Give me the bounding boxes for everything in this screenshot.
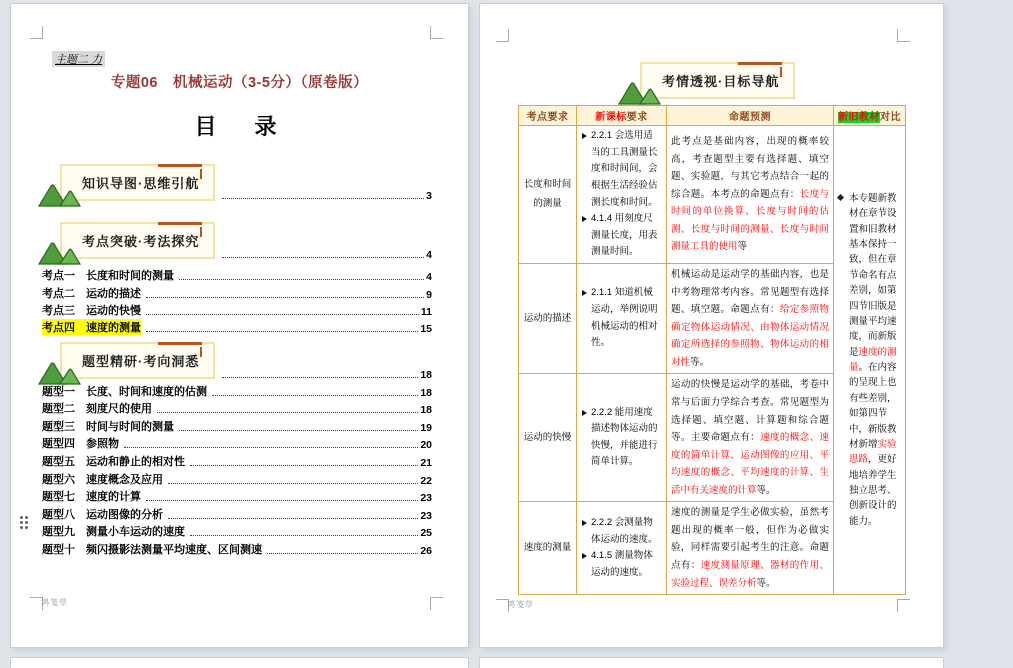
mountains-icon [36, 239, 82, 266]
standard-text: 2.2.2 能用速度描述物体运动的快慢，并能进行简单计算。 [591, 406, 658, 468]
text-segment: 。在内容的呈现上也有些差别，如第四节中，新版教材新增 [849, 362, 897, 450]
standards-cell [577, 126, 667, 264]
dotted-leader [168, 483, 418, 484]
crop-mark [30, 26, 43, 39]
topic-cell: 运动的描述 [519, 264, 577, 374]
standard-text: 2.1.1 知道机械运动，举例说明机械运动的相对性。 [591, 287, 658, 349]
crop-mark [430, 26, 443, 39]
comparison-text [849, 191, 901, 529]
toc-entry-label: 考点二 运动的描述 [42, 287, 141, 300]
standard-item [581, 548, 662, 581]
toc-entry-label: 考点四 速度的测量 [42, 319, 141, 335]
dotted-leader [222, 257, 424, 258]
toc-entry-tixing-7[interactable] [42, 487, 432, 505]
arrow-bullet-icon [582, 553, 587, 559]
toc-entry-label: 题型九 测量小车运动的速度 [42, 526, 185, 539]
standards-cell [577, 264, 667, 374]
dotted-leader [157, 412, 418, 413]
toc-heading: 目 录 [194, 114, 285, 139]
text-segment: 机械运动是运动学的基础内容，也是中考物理常考内容。常见题型有选择题、填空题。命题点有： [671, 269, 829, 316]
text-segment: 速度测量原理、器材的作用、实验过程、误差分析 [671, 560, 829, 589]
toc-entry-section-2[interactable] [217, 248, 432, 261]
dotted-leader [179, 279, 424, 280]
toc-page-number: 18 [420, 386, 432, 399]
next-page-stub [480, 658, 943, 668]
text-segment: 此考点是基础内容，出现的概率较高，考查题型主要有选择题、填空题、实验题，与其它考点结合一起的综合题。本考点的命题点有： [671, 136, 829, 200]
toc-entry-kaodian-1[interactable] [42, 266, 432, 283]
toc-entry-section-1[interactable] [217, 189, 432, 202]
toc-entry-label: 题型五 运动和静止的相对性 [42, 455, 185, 468]
badge-accent [738, 62, 782, 65]
toc-page-number: 3 [426, 190, 432, 202]
toc-entry-tixing-4[interactable] [42, 434, 432, 452]
standard-text: 2.2.2 会测量物体运动的速度。 [591, 516, 658, 545]
toc-entry-tixing-8[interactable] [42, 504, 432, 522]
badge-accent [158, 342, 202, 345]
exam-analysis-table [518, 105, 906, 595]
section-badge-kaoqing [640, 62, 795, 99]
table-header-cell [519, 106, 577, 126]
table-header-cell [834, 106, 906, 126]
text-segment: 新旧教材 [838, 112, 880, 123]
margin-note: 主题二 力 [52, 51, 105, 67]
toc-page-number: 9 [426, 288, 432, 301]
standard-item [581, 128, 662, 211]
dotted-leader [222, 377, 418, 378]
topic-cell: 速度的测量 [519, 502, 577, 595]
dotted-leader [222, 198, 424, 199]
text-segment: 运动的快慢是运动学的基础，考卷中常与后面力学综合考查。常见题型为选择题、填空题、计算题和综合题等。主要命题点有： [671, 379, 829, 444]
badge-accent [200, 169, 202, 179]
dotted-leader [124, 447, 418, 448]
text-segment: 给定参照物确定物体运动情况、由物体运动情况确定所选择的参照物、物体运动的相对性 [671, 304, 829, 368]
toc-page-number: 18 [420, 369, 432, 381]
crop-mark [430, 597, 443, 610]
toc-page-number: 23 [420, 492, 432, 505]
badge-accent [158, 164, 202, 167]
toc-list-kaodian [42, 266, 432, 335]
dotted-leader [146, 331, 418, 332]
crop-mark [897, 599, 910, 612]
badge-accent [780, 67, 782, 77]
topic-cell: 运动的快慢 [519, 374, 577, 502]
page-footer: 鸿笺草 [507, 600, 534, 609]
toc-page-number: 22 [420, 474, 432, 487]
toc-entry-kaodian-4[interactable] [42, 318, 432, 335]
toc-page-number: 18 [420, 404, 432, 417]
next-page-stub [11, 658, 468, 668]
text-segment: 本专题新教材在章节设置和旧教材基本保持一致，但在章节命名有点差别，如第四节旧版是测量平均速度，而新版是 [849, 192, 897, 358]
toc-entry-label: 题型十 频闪摄影法测量平均速度、区间测速 [42, 543, 262, 556]
toc-entry-section-3[interactable] [217, 368, 432, 381]
toc-page-number: 26 [420, 544, 432, 557]
prediction-cell [667, 502, 834, 595]
text-segment: 速度的测量 [849, 346, 897, 374]
text-segment: 等。 [756, 577, 776, 589]
standard-item [581, 515, 662, 548]
badge-accent [200, 227, 202, 237]
toc-entry-tixing-1[interactable] [42, 381, 432, 399]
text-segment: 要求 [626, 112, 648, 123]
standard-text: 2.2.1 会选用适当的工具测量长度和时间间，会根据生活经验估测长度和时间。 [591, 130, 658, 208]
prediction-cell [667, 126, 834, 264]
standard-item [581, 211, 662, 261]
diamond-bullet-icon [837, 194, 844, 201]
toc-entry-label: 题型三 时间与时间的测量 [42, 420, 174, 433]
dotted-leader [146, 314, 419, 315]
page-1 [11, 4, 468, 647]
toc-page-number: 20 [420, 439, 432, 452]
badge-label: 考点突破·考法探究 [82, 234, 200, 249]
toc-entry-label: 题型七 速度的计算 [42, 491, 141, 504]
toc-entry-label: 题型六 速度概念及应用 [42, 473, 163, 486]
toc-entry-label: 考点一 长度和时间的测量 [42, 270, 174, 283]
toc-list-tixing [42, 381, 432, 557]
toc-entry-tixing-10[interactable] [42, 539, 432, 557]
standard-text: 4.1.4 用刻度尺测量长度，用表测量时间。 [591, 213, 658, 258]
dotted-leader [212, 395, 418, 396]
toc-entry-kaodian-2[interactable] [42, 283, 432, 300]
dotted-leader [179, 430, 418, 431]
standards-cell [577, 502, 667, 595]
table-header-cell [667, 106, 834, 126]
standard-item [581, 285, 662, 352]
dotted-leader [190, 535, 418, 536]
section-badge-kaodian [60, 222, 215, 259]
text-segment: ，更好地培养学生独立思考、创新设计的能力。 [849, 454, 897, 527]
badge-label: 知识导图·思维引航 [82, 176, 200, 191]
text-segment: 速度的概念、速度的简单计算、运动图像的应用、平均速度的概念、平均速度的计算、生活中有关速度的计算 [671, 432, 829, 496]
text-segment: 命题预测 [729, 112, 771, 123]
section-badge-tixing [60, 342, 215, 379]
toc-entry-label: 题型四 参照物 [42, 438, 119, 451]
text-segment: 考点要求 [526, 112, 569, 123]
arrow-bullet-icon [582, 520, 587, 526]
mountains-icon [36, 181, 82, 208]
doc-title: 专题06 机械运动（3-5分）（原卷版） [110, 75, 369, 91]
toc-entry-kaodian-3[interactable] [42, 301, 432, 318]
text-segment: 对比 [880, 112, 901, 123]
toc-entry-label: 题型八 运动图像的分析 [42, 508, 163, 521]
comparison-cell [834, 126, 906, 595]
standards-cell [577, 374, 667, 502]
text-segment: 速度的测量是学生必做实验，虽然考题出现的概率一般，但作为必做实验，同样需要引起考生的注意。命题点有： [671, 507, 829, 571]
dotted-leader [267, 553, 418, 554]
prediction-cell [667, 374, 834, 502]
dotted-leader [146, 500, 418, 501]
standard-item [581, 405, 662, 472]
arrow-bullet-icon [582, 216, 587, 222]
arrow-bullet-icon [582, 290, 587, 296]
toc-entry-tixing-2[interactable] [42, 399, 432, 417]
table-row [519, 126, 906, 264]
arrow-bullet-icon [582, 410, 587, 416]
badge-accent [158, 222, 202, 225]
text-segment: 长度与时间的单位换算、长度与时间的估测、长度与时间的测量、长度与时间测量工具的使用 [671, 188, 829, 253]
dotted-leader [168, 518, 418, 519]
page-2 [480, 4, 943, 647]
text-segment: 新课标 [595, 112, 627, 123]
badge-label: 考情透视·目标导航 [662, 74, 780, 89]
toc-entry-label: 题型二 刻度尺的使用 [42, 403, 152, 416]
toc-page-number: 23 [420, 509, 432, 522]
mountains-icon [616, 79, 662, 106]
topic-cell: 长度和时间的测量 [519, 126, 577, 264]
toc-entry-label: 题型一 长度、时间和速度的估测 [42, 385, 207, 398]
toc-page-number: 11 [420, 305, 432, 318]
page-footer: 鸿笺草 [41, 598, 68, 607]
badge-label: 题型精研·考向洞悉 [82, 354, 200, 369]
toc-entry-tixing-3[interactable] [42, 416, 432, 434]
prediction-cell [667, 264, 834, 374]
toc-entry-tixing-9[interactable] [42, 522, 432, 540]
toc-page-number: 25 [420, 527, 432, 540]
arrow-bullet-icon [582, 133, 587, 139]
text-segment: 等 [737, 241, 748, 253]
text-segment: 等。 [756, 484, 776, 496]
standard-text: 4.1.5 测量物体运动的速度。 [591, 550, 653, 578]
toc-page-number: 21 [420, 456, 432, 469]
section-badge-knowledge-map [60, 164, 215, 201]
toc-page-number: 15 [420, 323, 432, 336]
dotted-leader [146, 297, 424, 298]
toc-entry-tixing-6[interactable] [42, 469, 432, 487]
crop-mark [496, 29, 509, 42]
crop-mark [897, 29, 910, 42]
toc-page-number: 19 [420, 421, 432, 434]
comparison-content [838, 191, 901, 529]
toc-page-number: 4 [426, 271, 432, 284]
text-segment: 实验思路 [849, 438, 897, 466]
text-segment: 等。 [690, 356, 710, 368]
toc-page-number: 4 [426, 249, 432, 261]
toc-entry-label: 考点三 运动的快慢 [42, 304, 141, 317]
table-header-row [519, 106, 906, 126]
badge-accent [200, 347, 202, 357]
table-header-cell [577, 106, 667, 126]
toc-entry-tixing-5[interactable] [42, 451, 432, 469]
drag-handle-icon[interactable] [20, 516, 29, 530]
dotted-leader [190, 465, 418, 466]
